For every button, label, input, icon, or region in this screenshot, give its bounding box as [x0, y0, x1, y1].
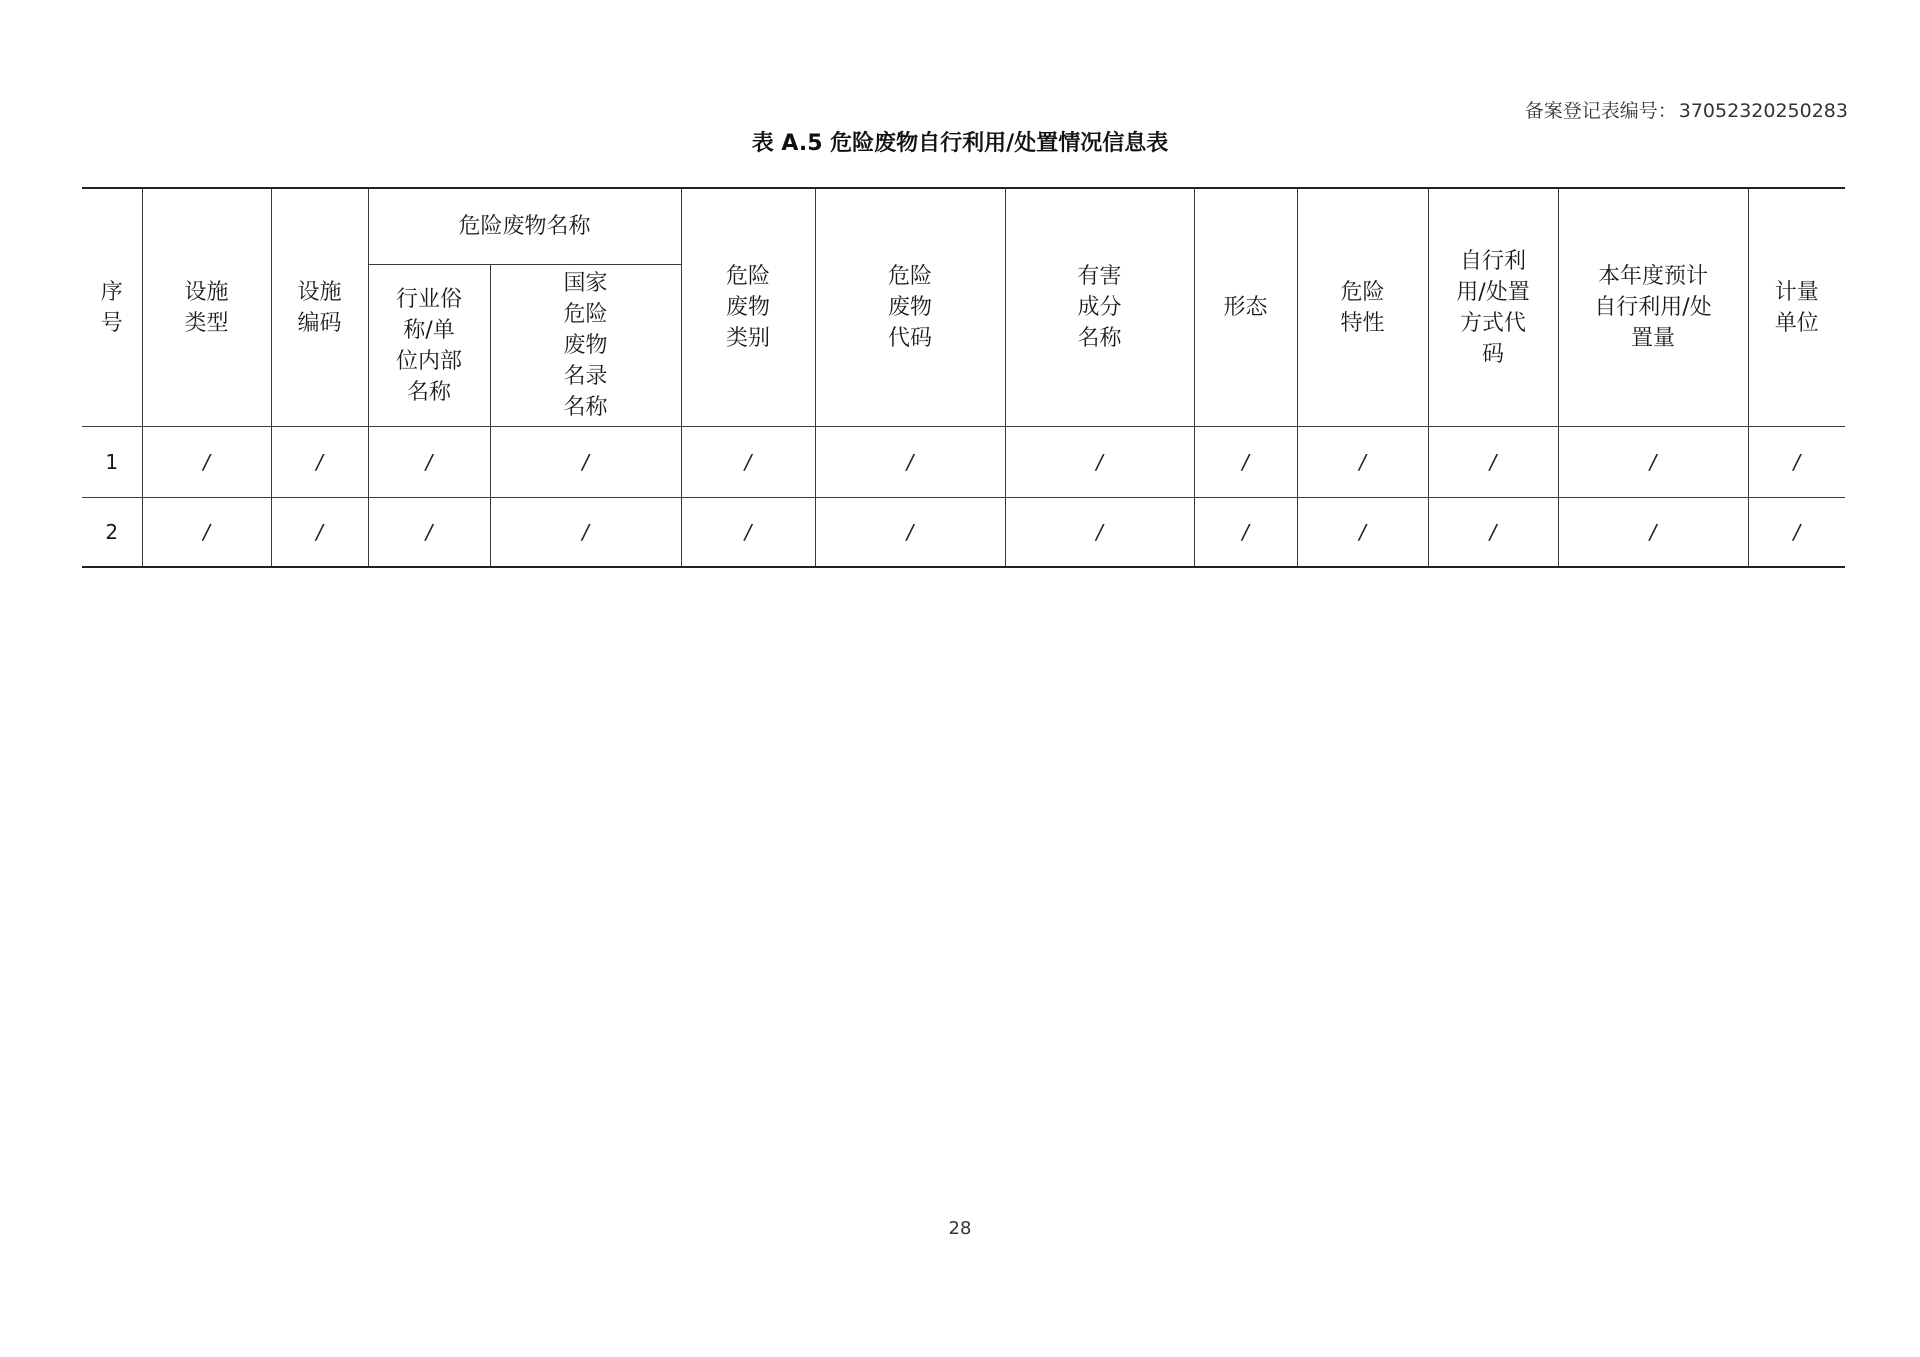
waste-info-table — [82, 187, 1845, 568]
registration-label: 备案登记表编号： — [1524, 100, 1677, 122]
col-header-form: 形态 — [1194, 188, 1297, 427]
table-cell: / — [1748, 498, 1845, 568]
table-cell: / — [681, 498, 815, 568]
table-cell: / — [1297, 498, 1428, 568]
page-number: 28 — [948, 1218, 972, 1239]
table-cell: / — [1297, 427, 1428, 498]
registration-value: 37052320250283 — [1678, 100, 1848, 122]
table-cell: / — [1558, 427, 1748, 498]
table-cell: / — [1748, 427, 1845, 498]
col-header-method-code: 自行利 用/处置 方式代 码 — [1428, 188, 1558, 427]
col-header-waste-category: 危险 废物 类别 — [681, 188, 815, 427]
table-cell: / — [1194, 427, 1297, 498]
table-cell: / — [1428, 498, 1558, 568]
col-header-facility-type: 设施 类型 — [142, 188, 271, 427]
table-cell: / — [142, 427, 271, 498]
table-cell: / — [1194, 498, 1297, 568]
page-title: 表 A.5 危险废物自行利用/处置情况信息表 — [751, 131, 1169, 156]
header-row — [82, 188, 1845, 265]
table-row — [82, 498, 1845, 568]
table-cell: / — [815, 498, 1005, 568]
table-row — [82, 427, 1845, 498]
row-seq: 1 — [82, 427, 142, 498]
table-cell: / — [681, 427, 815, 498]
registration-number — [1525, 96, 1848, 123]
table-cell: / — [368, 427, 490, 498]
table-cell: / — [815, 427, 1005, 498]
table-cell: / — [1558, 498, 1748, 568]
col-header-harmful-component: 有害 成分 名称 — [1005, 188, 1194, 427]
table-cell: / — [1005, 427, 1194, 498]
table-cell: / — [271, 498, 368, 568]
table-cell: / — [271, 427, 368, 498]
table-cell: / — [142, 498, 271, 568]
table-cell: / — [368, 498, 490, 568]
col-header-unit: 计量 单位 — [1748, 188, 1845, 427]
row-seq: 2 — [82, 498, 142, 568]
col-header-annual-amount: 本年度预计 自行利用/处 置量 — [1558, 188, 1748, 427]
table-cell: / — [1005, 498, 1194, 568]
table-cell: / — [490, 427, 681, 498]
col-header-facility-code: 设施 编码 — [271, 188, 368, 427]
col-header-waste-name-group: 危险废物名称 — [368, 188, 681, 265]
col-header-waste-code: 危险 废物 代码 — [815, 188, 1005, 427]
col-header-industry-name: 行业俗 称/单 位内部 名称 — [368, 265, 490, 427]
table-cell: / — [490, 498, 681, 568]
table-cell: / — [1428, 427, 1558, 498]
col-header-national-name: 国家 危险 废物 名录 名称 — [490, 265, 681, 427]
col-header-seq: 序 号 — [82, 188, 142, 427]
col-header-hazard-property: 危险 特性 — [1297, 188, 1428, 427]
